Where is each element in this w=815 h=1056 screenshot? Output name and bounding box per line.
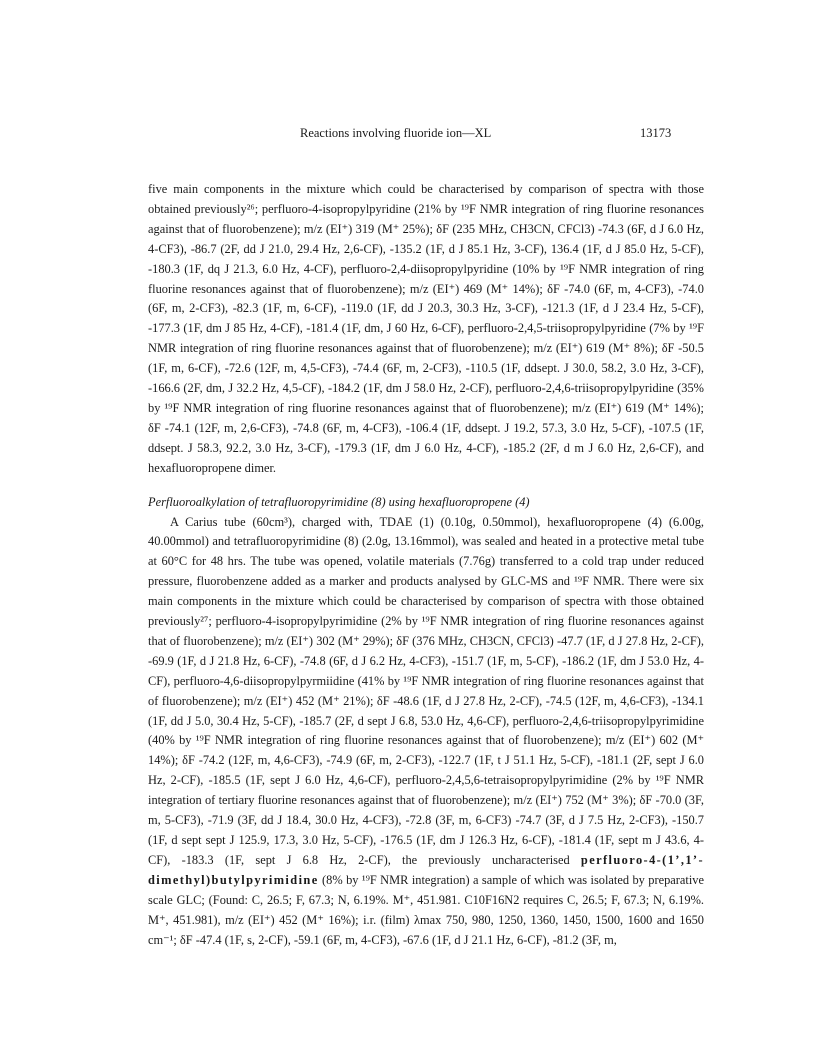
paragraph-spectra-pyridines: five main components in the mixture which could be characterised by comparison of spectra with those obtained previously²⁶; perfluoro-4-isopropylpyridine (21% by ¹⁹F NMR integration of ring fluorine resonances against that of fluorobenzene); m/z (EI⁺) 319 (M⁺ 25%); δF (235 MHz, CH3CN, CFCl3) -74.3 (6F, d J 6.0 Hz, 4-CF3), -86.7 (2F, dd J 21.0, 29.4 Hz, 2,6-CF), -135.2 (1F, d J 85.1 Hz, 3-CF), 136.4 (1F, d J 85.0 Hz, 5-CF), -180.3 (1F, dq J 21.3, 6.0 Hz, 4-CF), perfluoro-2,4-diisopropylpyridine (10% by ¹⁹F NMR integration of ring fluorine resonances against that of fluorobenzene); m/z (EI⁺) 469 (M⁺ 14%); δF -74.0 (6F, m, 4-CF3), -74.0 (6F, m, 2-CF3), -82.3 (1F, m, 6-CF), -119.0 (1F, dd J 20.3, 30.3 Hz, 3-CF), -121.3 (1F, d J 23.4 Hz, 5-CF), -177.3 (1F, dm J 85 Hz, 4-CF), -181.4 (1F, dm, J 60 Hz, 6-CF), perfluoro-2,4,5-triisopropylpyridine (7% by ¹⁹F NMR integration of ring fluorine resonances against that of fluorobenzene); m/z (EI⁺) 619 (M⁺ 8%); δF -50.5 (1F, m, 6-CF), -72.6 (12F, m, 4,5-CF3), -74.4 (6F, m, 2-CF3), -110.5 (1F, ddsept. J 30.0, 58.2, 3.0 Hz, 3-CF), -166.6 (2F, dm, J 32.2 Hz, 4,5-CF), -184.2 (1F, dm J 58.0 Hz, 2-CF), perfluoro-2,4,6-triisopropylpyridine (35% by ¹⁹F NMR integration of ring fluorine resonances against that of fluorobenzene); m/z (EI⁺) 619 (M⁺ 14%); δF -74.1 (12F, m, 2,6-CF3), -74.8 (6F, m, 4-CF3), -106.4 (1F, ddsept. J 19.2, 57.3, 3.0 Hz, 5-CF), -107.5 (1F, ddsept. J 58.3, 92.2, 3.0 Hz, 3-CF), -179.3 (1F, dm J 6.0 Hz, 4-CF), -185.2 (2F, d m J 6.0 Hz, 2,6-CF), and hexafluoropropene dimer. (148, 182, 704, 475)
compound-name: perfluoro-4-(1’,1’-dimethyl)butylpyrimidine (148, 852, 704, 887)
running-title: Reactions involving fluoride ion—XL (300, 126, 492, 140)
paragraph-text-part-1: A Carius tube (60cm³), charged with, TDAE (1) (0.10g, 0.50mmol), hexafluoropropene (4) (6.00g, 40.00mmol) and tetrafluoropyrimidine (8) (2.0g, 13.16mmol), was sealed and heated in a protective metal tube at 60°C for 48 hrs. The tube was opened, volatile materials (7.76g) transferred to a cold trap under reduced pressure, fluorobenzene added as a marker and products analysed by GLC-MS and ¹⁹F NMR. There were six main components in the mixture which could be characterised by comparison of spectra with those obtained previously²⁷; perfluoro-4-isopropylpyrimidine (2% by ¹⁹F NMR integration of ring fluorine resonances against that of fluorobenzene); m/z (EI⁺) 302 (M⁺ 29%); δF (376 MHz, CH3CN, CFCl3) -47.7 (1F, d J 27.8 Hz, 2-CF), -69.9 (1F, d J 21.8 Hz, 6-CF), -74.8 (6F, d J 6.2 Hz, 4-CF3), -151.7 (1F, m, 5-CF), -186.2 (1F, dm J 53.0 Hz, 4-CF), perfluoro-4,6-diisopropylpyrmiidine (41% by ¹⁹F NMR integration of ring fluorine resonances against that of fluorobenzene); m/z (EI⁺) 452 (M⁺ 21%); δF -48.6 (1F, d J 27.8 Hz, 2-CF), -74.5 (12F, m, 4,6-CF3), -134.1 (1F, dd J 5.0, 30.4 Hz, 5-CF), -185.7 (2F, d sept J 6.8, 53.0 Hz, 4,6-CF), perfluoro-2,4,6-triisopropylpyrimidine (40% by ¹⁹F NMR integration of ring fluorine resonances against that of fluorobenzene); m/z (EI⁺) 602 (M⁺ 14%); δF -74.2 (12F, m, 4,6-CF3), -74.9 (6F, m, 2-CF3), -122.7 (1F, t J 51.1 Hz, 5-CF), -181.1 (2F, sept J 6.0 Hz, 2-CF), -185.5 (1F, sept J 6.0 Hz, 4,6-CF), perfluoro-2,4,5,6-tetraisopropylpyrimidine (2% by ¹⁹F NMR integration of tertiary fluorine resonances against that of fluorobenzene); m/z (EI⁺) 752 (M⁺ 3%); δF -70.0 (3F, m, 5-CF3), -71.9 (3F, dd J 18.4, 30.0 Hz, 4-CF3), -72.8 (3F, m, 6-CF3) -74.7 (3F, d J 7.5 Hz, 2-CF3), -150.7 (1F, d sept sept J 125.9, 17.3, 3.0 Hz, 5-CF), -176.5 (1F, dm J 126.3 Hz, 6-CF), -181.4 (1F, sept m J 43.6, 4-CF), -183.3 (1F, sept J 6.8 Hz, 2-CF), the previously uncharacterised (148, 514, 704, 867)
paragraph-text-part-2: (8% by ¹⁹F NMR integration) a sample of which was isolated by preparative scale GLC; (Found: C, 26.5; F, 67.3; N, 6.19%. M⁺, 451.981. C10F16N2 requires C, 26.5; F, 67.3; N, 6.19%. M⁺, 451.981), m/z (EI⁺) 452 (M⁺ 16%); i.r. (film) λmax 750, 980, 1250, 1360, 1450, 1500, 1600 and 1650 cm⁻¹; δF -47.4 (1F, s, 2-CF), -59.1 (6F, m, 4-CF3), -67.6 (1F, d J 21.1 Hz, 6-CF), -81.2 (3F, m, (148, 872, 704, 947)
running-head (0, 126, 815, 142)
page-number: 13173 (640, 126, 672, 140)
paragraph-pyrimidine-experiment (148, 513, 704, 951)
section-heading: Perfluoroalkylation of tetrafluoropyrimidine (8) using hexafluoropropene (4) (148, 494, 530, 509)
body-text-column (148, 180, 704, 950)
